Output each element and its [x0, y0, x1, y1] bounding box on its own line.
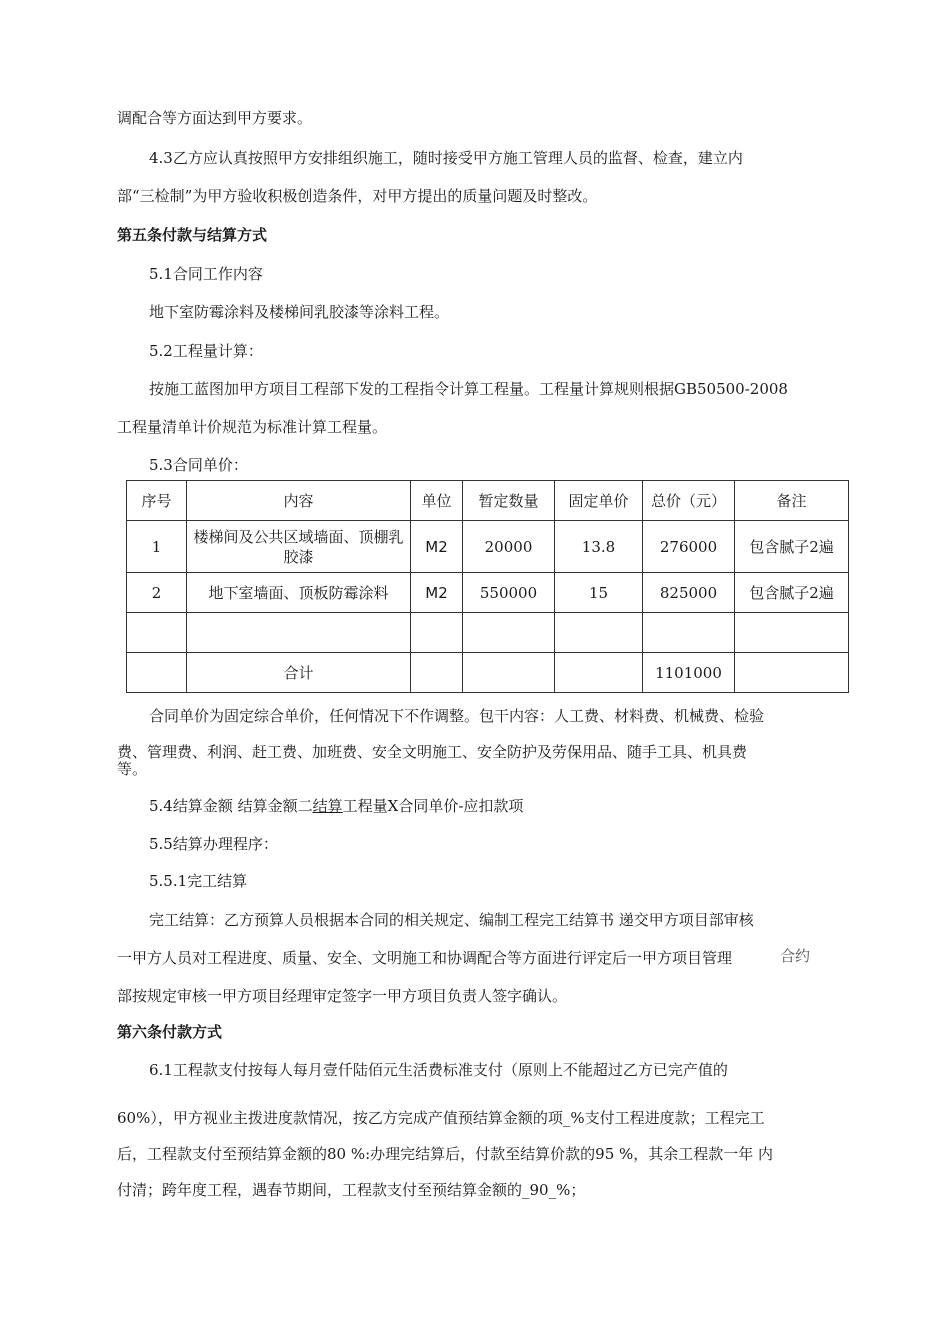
table-cell: 825000: [643, 573, 735, 613]
table-cell: 276000: [643, 521, 735, 573]
table-cell: [463, 613, 555, 653]
header-cell: 内容: [187, 481, 411, 521]
table-row: [127, 521, 849, 573]
section-heading: 第六条付款方式: [117, 1023, 223, 1041]
settlement-suffix: 工程量X合同单价-应扣款项: [342, 797, 524, 815]
table-cell: [463, 653, 555, 693]
header-cell: 单位: [411, 481, 463, 521]
paragraph-line: 一甲方人员对工程进度、质量、安全、文明施工和协调配合等方面进行评定后一甲方项目管理: [117, 949, 733, 967]
table-cell: 1: [127, 521, 187, 573]
table-cell: 550000: [463, 573, 555, 613]
table-cell: 楼梯间及公共区域墙面、顶棚乳胶漆: [187, 521, 411, 573]
unit-price-table: [126, 480, 849, 693]
paragraph-line: 等。: [117, 760, 148, 778]
table-cell: 20000: [463, 521, 555, 573]
table-row: [127, 573, 849, 613]
paragraph-line: 合同单价为固定综合单价，任何情况下不作调整。包干内容：人工费、材料费、机械费、检验: [149, 707, 765, 725]
table-cell: M2: [411, 521, 463, 573]
table-cell: [735, 613, 849, 653]
table-cell: [735, 653, 849, 693]
subsection-title: 5.5结算办理程序：: [149, 835, 278, 853]
paragraph-line: 4.3乙方应认真按照甲方安排组织施工，随时接受甲方施工管理人员的监督、检查，建立内: [149, 149, 743, 167]
paragraph-line: 后，工程款支付至预结算金额的80 %:办理完结算后，付款至结算价款的95 %，其余工程款一年 内: [117, 1145, 774, 1163]
table-cell: [411, 613, 463, 653]
table-cell: 1101000: [643, 653, 735, 693]
table-cell: 13.8: [555, 521, 643, 573]
header-cell: 备注: [735, 481, 849, 521]
header-cell: 固定单价: [555, 481, 643, 521]
table-cell: [555, 613, 643, 653]
subsection-title: 5.1合同工作内容: [149, 265, 263, 283]
paragraph-line: 6.1工程款支付按每人每月壹仟陆佰元生活费标准支付（原则上不能超过乙方已完产值的: [149, 1061, 728, 1079]
table-cell: 合计: [187, 653, 411, 693]
table-cell: [187, 613, 411, 653]
paragraph-line: 部按规定审核一甲方项目经理审定签字一甲方项目负责人签字确认。: [117, 987, 568, 1005]
section-heading: 第五条付款与结算方式: [117, 226, 268, 244]
table-cell: M2: [411, 573, 463, 613]
table-cell: [411, 653, 463, 693]
subsection-title: 5.2工程量计算：: [149, 342, 263, 360]
paragraph-line: 部“三检制”为甲方验收积极创造条件，对甲方提出的质量问题及时整改。: [117, 187, 598, 205]
subsection-title: 5.5.1完工结算: [149, 872, 248, 890]
subsection-title: 5.3合同单价：: [149, 456, 248, 474]
settlement-underlined: 结算: [312, 797, 343, 815]
header-cell: 序号: [127, 481, 187, 521]
table-cell: 2: [127, 573, 187, 613]
table-cell: [127, 613, 187, 653]
overlay-text: 合约: [780, 947, 811, 965]
table-cell: [643, 613, 735, 653]
table-row: [127, 613, 849, 653]
table-cell: 地下室墙面、顶板防霉涂料: [187, 573, 411, 613]
table-cell: 包含腻子2遍: [735, 521, 849, 573]
table-cell: 包含腻子2遍: [735, 573, 849, 613]
header-cell: 总价（元）: [643, 481, 735, 521]
paragraph-line: 60%），甲方视业主拨进度款情况，按乙方完成产值预结算金额的项_%支付工程进度款；工程完工: [117, 1109, 765, 1127]
paragraph-line: 付清；跨年度工程，遇春节期间，工程款支付至预结算金额的_90_%；: [117, 1181, 586, 1199]
paragraph-line: 按施工蓝图加甲方项目工程部下发的工程指令计算工程量。工程量计算规则根据GB50500-2008: [149, 380, 788, 398]
table-header-row: [127, 481, 849, 521]
header-cell: 暂定数量: [463, 481, 555, 521]
paragraph-line: 地下室防霉涂料及楼梯间乳胶漆等涂料工程。: [149, 303, 450, 321]
paragraph-line: 完工结算：乙方预算人员根据本合同的相关规定、编制工程完工结算书 递交甲方项目部审核: [149, 911, 754, 929]
paragraph-line: 费、管理费、利润、赶工费、加班费、安全文明施工、安全防护及劳保用品、随手工具、机具费: [117, 743, 748, 761]
table-total-row: [127, 653, 849, 693]
table-cell: [555, 653, 643, 693]
table-cell: [127, 653, 187, 693]
paragraph-line: 调配合等方面达到甲方要求。: [117, 109, 313, 127]
settlement-prefix: 5.4结算金额 结算金额二: [149, 797, 313, 815]
paragraph-line: 工程量清单计价规范为标准计算工程量。: [117, 418, 388, 436]
subsection-title: [149, 796, 523, 816]
table-cell: 15: [555, 573, 643, 613]
